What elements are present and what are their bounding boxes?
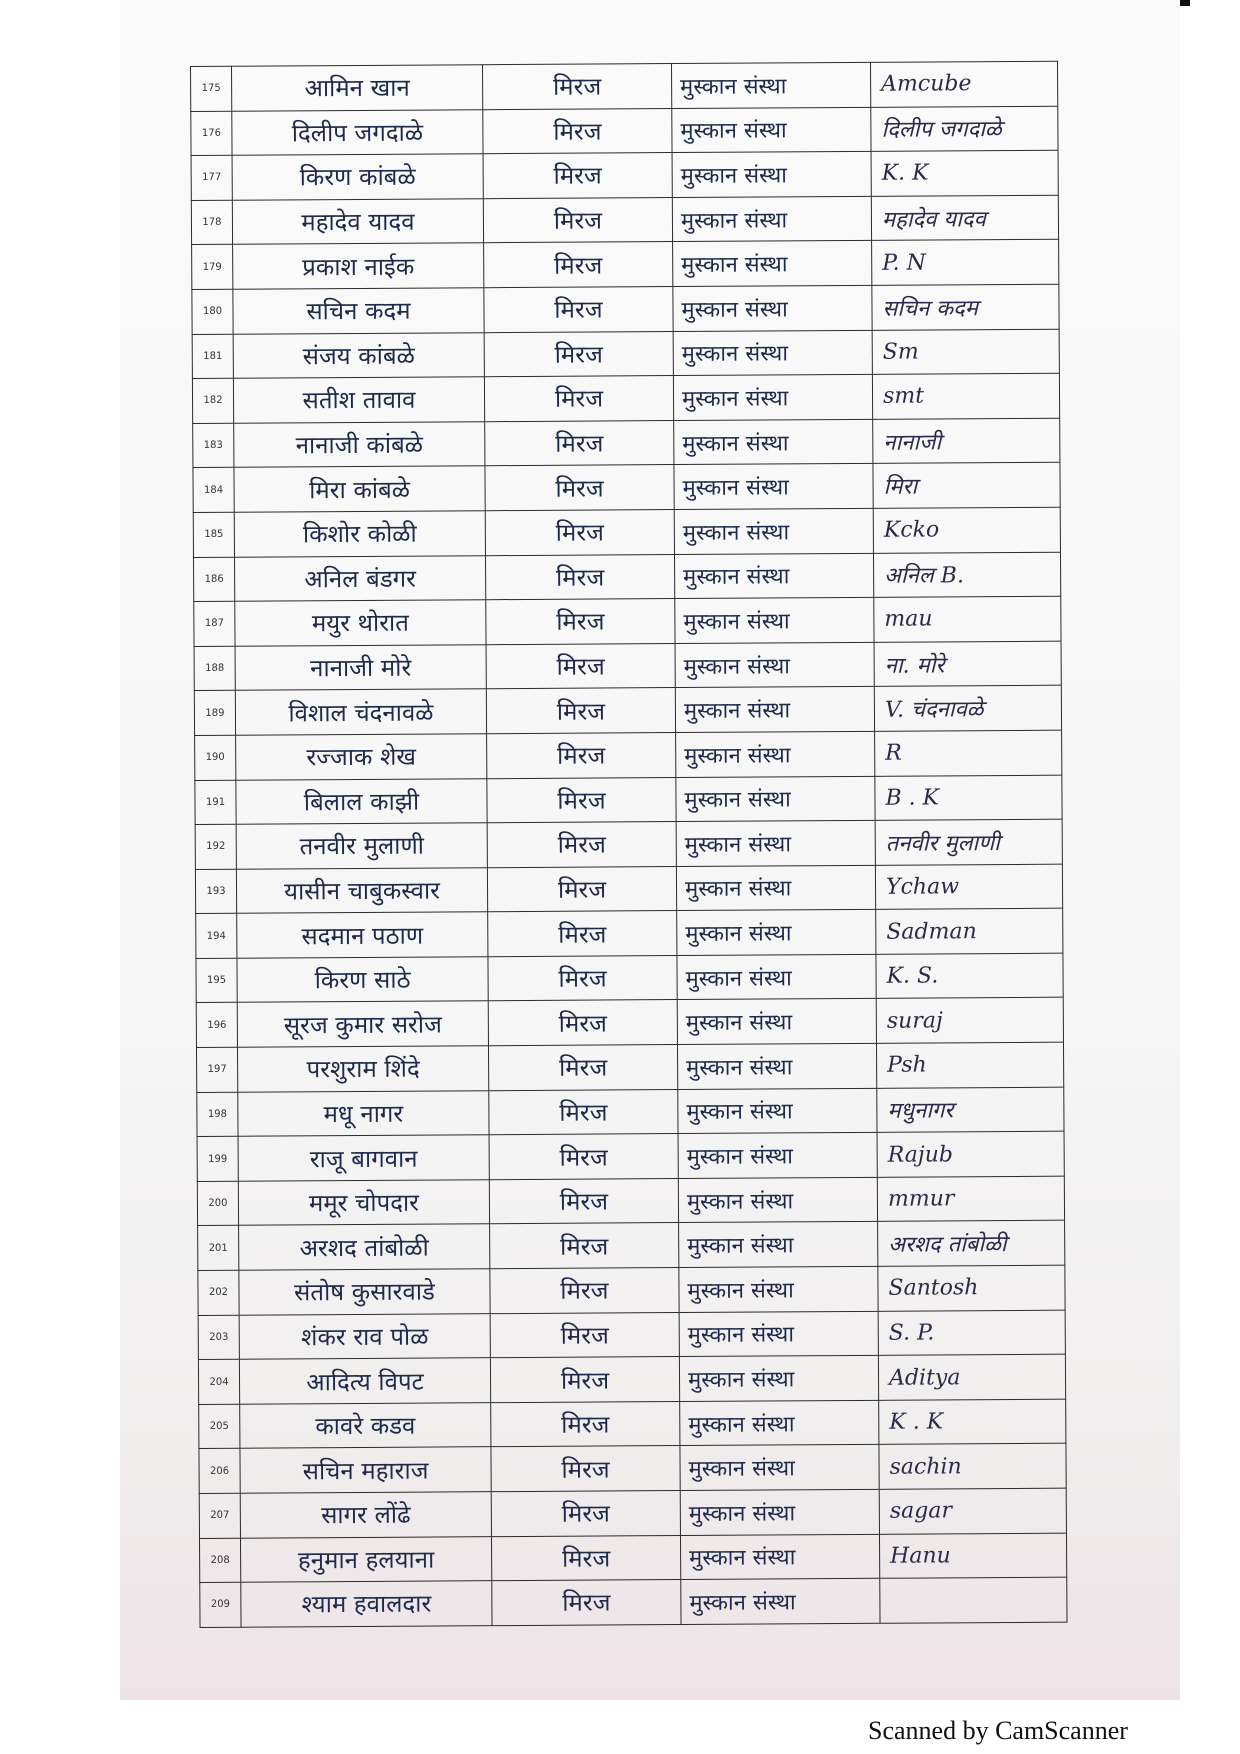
person-name: संजय कांबळे: [233, 332, 484, 378]
signature: नानाजी: [873, 418, 1060, 464]
person-name: दिलीप जगदाळे: [232, 109, 483, 155]
organization-name: मुस्कान संस्था: [676, 820, 875, 866]
row-number: 175: [191, 66, 232, 111]
city-name: मिरज: [490, 1312, 679, 1358]
person-name: आदित्य विपट: [239, 1358, 490, 1404]
row-number: 199: [197, 1136, 238, 1181]
city-name: मिरज: [485, 465, 674, 511]
city-name: मिरज: [483, 108, 672, 154]
signature: Sm: [872, 329, 1059, 375]
person-name: मयुर थोरात: [235, 600, 486, 646]
person-name: सागर लोंढे: [240, 1492, 491, 1538]
person-name: किरण कांबळे: [232, 154, 483, 200]
organization-name: मुस्कान संस्था: [680, 1534, 879, 1580]
signature: S. P.: [878, 1310, 1065, 1356]
organization-name: मुस्कान संस्था: [677, 1043, 876, 1089]
scanner-watermark: Scanned by CamScanner: [868, 1716, 1128, 1745]
signature: B . K: [875, 775, 1062, 821]
row-number: 181: [192, 334, 233, 379]
city-name: मिरज: [485, 554, 674, 600]
organization-name: मुस्कान संस्था: [674, 553, 873, 599]
signature: Ychaw: [875, 864, 1062, 910]
signature: P. N: [872, 240, 1059, 286]
city-name: मिरज: [484, 287, 673, 333]
city-name: मिरज: [485, 420, 674, 466]
person-name: अरशद तांबोळी: [239, 1224, 490, 1270]
person-name: किरण साठे: [237, 957, 488, 1003]
table-row: [197, 1131, 1064, 1181]
organization-name: मुस्कान संस्था: [679, 1311, 878, 1357]
row-number: 195: [196, 958, 237, 1003]
row-number: 186: [193, 557, 234, 602]
city-name: मिरज: [490, 1357, 679, 1403]
organization-name: मुस्कान संस्था: [678, 1133, 877, 1179]
organization-name: मुस्कान संस्था: [672, 196, 871, 242]
organization-name: मुस्कान संस्था: [672, 152, 871, 198]
organization-name: मुस्कान संस्था: [680, 1445, 879, 1491]
organization-name: मुस्कान संस्था: [674, 508, 873, 554]
person-name: श्याम हवालदार: [241, 1581, 492, 1627]
city-name: मिरज: [484, 331, 673, 377]
table-row: [196, 998, 1063, 1048]
table-row: [196, 908, 1063, 958]
organization-name: मुस्कान संस्था: [675, 642, 874, 688]
signature: महादेव यादव: [871, 195, 1058, 241]
city-name: मिरज: [486, 643, 675, 689]
city-name: मिरज: [489, 1178, 678, 1224]
table-row: [198, 1310, 1065, 1360]
organization-name: मुस्कान संस्था: [678, 1088, 877, 1134]
organization-name: मुस्कान संस्था: [673, 330, 872, 376]
table-row: [196, 1042, 1063, 1092]
row-number: 193: [195, 869, 236, 914]
person-name: सचिन कदम: [233, 288, 484, 334]
city-name: मिरज: [488, 955, 677, 1001]
table-row: [196, 953, 1063, 1003]
table-row: [199, 1488, 1066, 1538]
city-name: मिरज: [491, 1535, 680, 1581]
organization-name: मुस्कान संस्था: [676, 865, 875, 911]
person-name: सूरज कुमार सरोज: [237, 1001, 488, 1047]
row-number: 191: [195, 780, 236, 825]
city-name: मिरज: [490, 1268, 679, 1314]
row-number: 178: [191, 200, 232, 245]
signature: suraj: [876, 998, 1063, 1044]
row-number: 180: [192, 289, 233, 334]
table-row: [193, 552, 1060, 602]
signature: अरशद तांबोळी: [878, 1221, 1065, 1267]
table-row: [193, 418, 1060, 468]
row-number: 189: [194, 691, 235, 736]
person-name: नानाजी कांबळे: [234, 421, 485, 467]
table-row: [197, 1176, 1064, 1226]
city-name: मिरज: [483, 153, 672, 199]
organization-name: मुस्कान संस्था: [673, 241, 872, 287]
row-number: 203: [198, 1315, 239, 1360]
city-name: मिरज: [485, 509, 674, 555]
person-name: संतोष कुसारवाडे: [239, 1269, 490, 1315]
city-name: मिरज: [488, 1045, 677, 1091]
table-row: [195, 775, 1062, 825]
row-number: 201: [198, 1226, 239, 1271]
row-number: 182: [192, 378, 233, 423]
row-number: 184: [193, 468, 234, 513]
attendance-table: [190, 61, 1068, 1628]
person-name: विशाल चंदनावळे: [235, 689, 486, 735]
person-name: यासीन चाबुकस्वार: [236, 867, 487, 913]
person-name: शंकर राव पोळ: [239, 1313, 490, 1359]
person-name: सतीश तावाव: [233, 377, 484, 423]
signature: अनिल B.: [873, 552, 1060, 598]
organization-name: मुस्कान संस्था: [679, 1266, 878, 1312]
signature: K. S.: [876, 953, 1063, 999]
organization-name: मुस्कान संस्था: [671, 62, 870, 108]
signature: Santosh: [878, 1265, 1065, 1311]
signature: ना. मोरे: [874, 641, 1061, 687]
organization-name: मुस्कान संस्था: [681, 1579, 880, 1625]
organization-name: मुस्कान संस्था: [680, 1489, 879, 1535]
city-name: मिरज: [486, 688, 675, 734]
row-number: 190: [195, 735, 236, 780]
city-name: मिरज: [491, 1401, 680, 1447]
row-number: 196: [196, 1003, 237, 1048]
organization-name: मुस्कान संस्था: [675, 597, 874, 643]
organization-name: मुस्कान संस्था: [677, 954, 876, 1000]
row-number: 205: [199, 1404, 240, 1449]
organization-name: मुस्कान संस्था: [676, 776, 875, 822]
city-name: मिरज: [486, 599, 675, 645]
row-number: 209: [200, 1582, 241, 1627]
signature: V. चंदनावळे: [874, 686, 1061, 732]
city-name: मिरज: [491, 1446, 680, 1492]
person-name: राजू बागवान: [238, 1135, 489, 1181]
city-name: मिरज: [484, 242, 673, 288]
city-name: मिरज: [483, 197, 672, 243]
city-name: मिरज: [484, 376, 673, 422]
row-number: 207: [199, 1493, 240, 1538]
table-row: [191, 195, 1058, 245]
table-row: [193, 507, 1060, 557]
signature: Rajub: [877, 1131, 1064, 1177]
table-row: [199, 1399, 1066, 1449]
table-row: [192, 373, 1059, 423]
person-name: कावरे कडव: [240, 1403, 491, 1449]
person-name: परशुराम शिंदे: [237, 1046, 488, 1092]
signature: K . K: [879, 1399, 1066, 1445]
city-name: मिरज: [489, 1134, 678, 1180]
organization-name: मुस्कान संस्था: [673, 285, 872, 331]
person-name: महादेव यादव: [232, 198, 483, 244]
row-number: 177: [191, 155, 232, 200]
row-number: 206: [199, 1449, 240, 1494]
city-name: मिरज: [487, 732, 676, 778]
table-row: [195, 730, 1062, 780]
city-name: मिरज: [487, 777, 676, 823]
signature: [880, 1577, 1067, 1623]
table-row: [195, 864, 1062, 914]
signature: mau: [874, 596, 1061, 642]
organization-name: मुस्कान संस्था: [680, 1400, 879, 1446]
city-name: मिरज: [488, 911, 677, 957]
city-name: मिरज: [492, 1580, 681, 1626]
person-name: सदमान पठाण: [237, 912, 488, 958]
signature: Psh: [876, 1042, 1063, 1088]
table-row: [197, 1087, 1064, 1137]
row-number: 192: [195, 824, 236, 869]
city-name: मिरज: [488, 1000, 677, 1046]
person-name: रज्जाक शेख: [236, 734, 487, 780]
row-number: 176: [191, 111, 232, 156]
table-row: [192, 329, 1059, 379]
row-number: 187: [194, 601, 235, 646]
signature: mmur: [877, 1176, 1064, 1222]
city-name: मिरज: [487, 866, 676, 912]
table-row: [198, 1354, 1065, 1404]
table-row: [194, 596, 1061, 646]
table-row: [191, 150, 1058, 200]
signature: तनवीर मुलाणी: [875, 819, 1062, 865]
signature: दिलीप जगदाळे: [871, 106, 1058, 152]
signature: Aditya: [878, 1354, 1065, 1400]
organization-name: मुस्कान संस्था: [672, 107, 871, 153]
organization-name: मुस्कान संस्था: [675, 687, 874, 733]
city-name: मिरज: [487, 822, 676, 868]
city-name: मिरज: [491, 1491, 680, 1537]
organization-name: मुस्कान संस्था: [676, 731, 875, 777]
person-name: नानाजी मोरे: [235, 644, 486, 690]
city-name: मिरज: [482, 64, 671, 110]
person-name: हनुमान हलयाना: [240, 1536, 491, 1582]
row-number: 198: [197, 1092, 238, 1137]
organization-name: मुस्कान संस्था: [677, 999, 876, 1045]
person-name: तनवीर मुलाणी: [236, 823, 487, 869]
organization-name: मुस्कान संस्था: [678, 1177, 877, 1223]
organization-name: मुस्कान संस्था: [679, 1356, 878, 1402]
table-row: [193, 463, 1060, 513]
signature: Sadman: [876, 908, 1063, 954]
table-row: [192, 284, 1059, 334]
row-number: 200: [197, 1181, 238, 1226]
table-row: [191, 61, 1058, 111]
signature: Amcube: [870, 61, 1057, 107]
signature: मिरा: [873, 463, 1060, 509]
signature: मधुनागर: [877, 1087, 1064, 1133]
organization-name: मुस्कान संस्था: [673, 374, 872, 420]
organization-name: मुस्कान संस्था: [677, 910, 876, 956]
signature: सचिन कदम: [872, 284, 1059, 330]
signature: K. K: [871, 150, 1058, 196]
row-number: 197: [196, 1047, 237, 1092]
signature: R: [875, 730, 1062, 776]
table-row: [198, 1265, 1065, 1315]
organization-name: मुस्कान संस्था: [674, 464, 873, 510]
row-number: 188: [194, 646, 235, 691]
row-number: 179: [192, 245, 233, 290]
signature: sachin: [879, 1444, 1066, 1490]
person-name: अनिल बंडगर: [234, 555, 485, 601]
city-name: मिरज: [490, 1223, 679, 1269]
person-name: सचिन महाराज: [240, 1447, 491, 1493]
signature: sagar: [879, 1488, 1066, 1534]
row-number: 183: [193, 423, 234, 468]
city-name: मिरज: [489, 1089, 678, 1135]
person-name: बिलाल काझी: [236, 778, 487, 824]
row-number: 185: [193, 512, 234, 557]
row-number: 202: [198, 1270, 239, 1315]
signature: smt: [872, 373, 1059, 419]
person-name: आमिन खान: [232, 65, 483, 111]
organization-name: मुस्कान संस्था: [679, 1222, 878, 1268]
person-name: ममूर चोपदार: [238, 1180, 489, 1226]
table-row: [195, 819, 1062, 869]
row-number: 208: [199, 1538, 240, 1583]
signature: Kcko: [873, 507, 1060, 553]
table-row: [194, 686, 1061, 736]
person-name: प्रकाश नाईक: [233, 243, 484, 289]
person-name: मधू नागर: [238, 1090, 489, 1136]
table-row: [200, 1577, 1067, 1627]
table-row: [191, 106, 1058, 156]
row-number: 194: [196, 914, 237, 959]
table-row: [199, 1533, 1066, 1583]
table-row: [199, 1444, 1066, 1494]
person-name: किशोर कोळी: [234, 511, 485, 557]
row-number: 204: [198, 1359, 239, 1404]
table-row: [194, 641, 1061, 691]
table-row: [192, 240, 1059, 290]
person-name: मिरा कांबळे: [234, 466, 485, 512]
signature: Hanu: [879, 1533, 1066, 1579]
organization-name: मुस्कान संस्था: [674, 419, 873, 465]
table-row: [198, 1221, 1065, 1271]
